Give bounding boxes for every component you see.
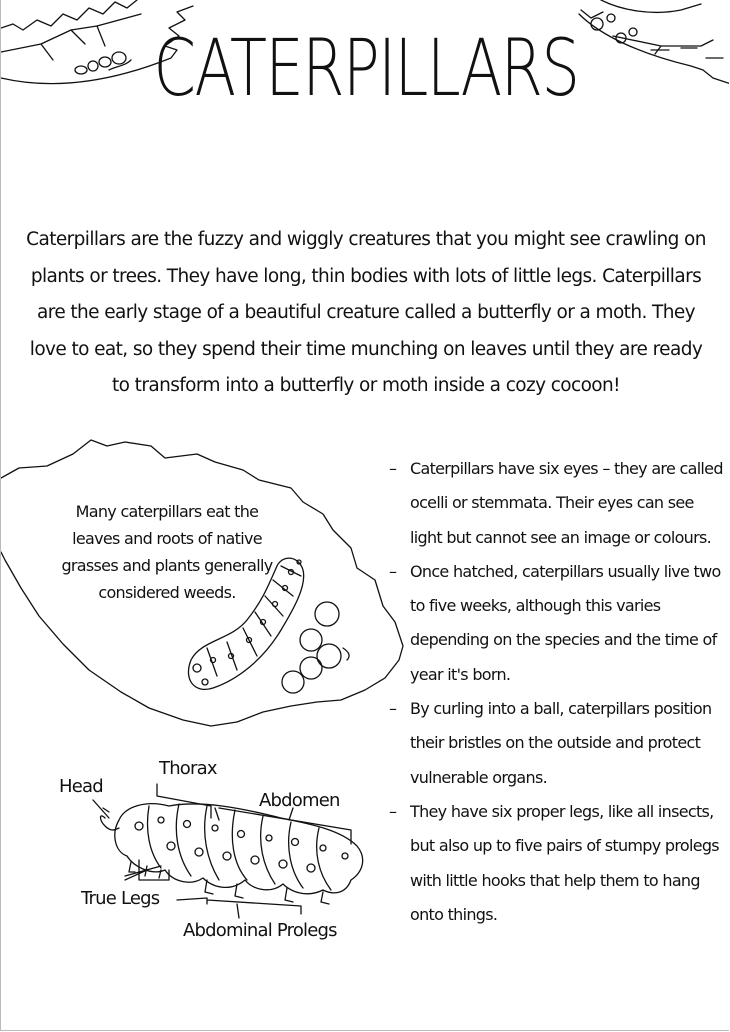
bullet-dash: – xyxy=(389,561,397,581)
bullet-dash: – xyxy=(389,459,397,478)
leaf-note: Many caterpillars eat the leaves and roots of native grasses and plants generally considered weeds. xyxy=(61,502,273,602)
page-title: CATERPILLARS xyxy=(153,24,579,114)
intro-paragraph: Caterpillars are the fuzzy and wiggly creatures that you might see crawling on plants or trees. They have long, thin bodies with lots of little legs. Caterpillars are the early stage of a beautiful creature called a butterfly or a moth. They love to eat, so they spend their time munching on leaves until they are ready to transform into a butterfly or moth inside a cozy cocoon! xyxy=(26,229,706,396)
fact-item xyxy=(389,692,724,795)
label-abdomen: Abdomen xyxy=(259,790,340,811)
bullet-dash: – xyxy=(389,801,397,821)
fact-text: Once hatched, caterpillars usually live two to five weeks, although this varies depending on the species and the time of year it's born. xyxy=(410,561,721,684)
bullet-dash: – xyxy=(389,699,397,719)
label-abdominal-prolegs: Abdominal Prolegs xyxy=(183,920,337,941)
label-head: Head xyxy=(59,776,103,797)
facts-list xyxy=(389,452,724,932)
label-thorax: Thorax xyxy=(159,758,217,779)
fact-text: By curling into a ball, caterpillars position their bristles on the outside and protect vulnerable organs. xyxy=(410,699,712,787)
fact-item xyxy=(389,555,724,692)
label-true-legs: True Legs xyxy=(81,888,160,909)
fact-item xyxy=(389,452,724,555)
fact-text: Caterpillars have six eyes – they are called ocelli or stemmata. Their eyes can see light but cannot see an image or colours. xyxy=(410,459,723,547)
fact-text: They have six proper legs, like all insects, but also up to five pairs of stumpy prolegs with little hooks that help them to hang onto things. xyxy=(410,801,719,924)
fact-item xyxy=(389,795,724,932)
